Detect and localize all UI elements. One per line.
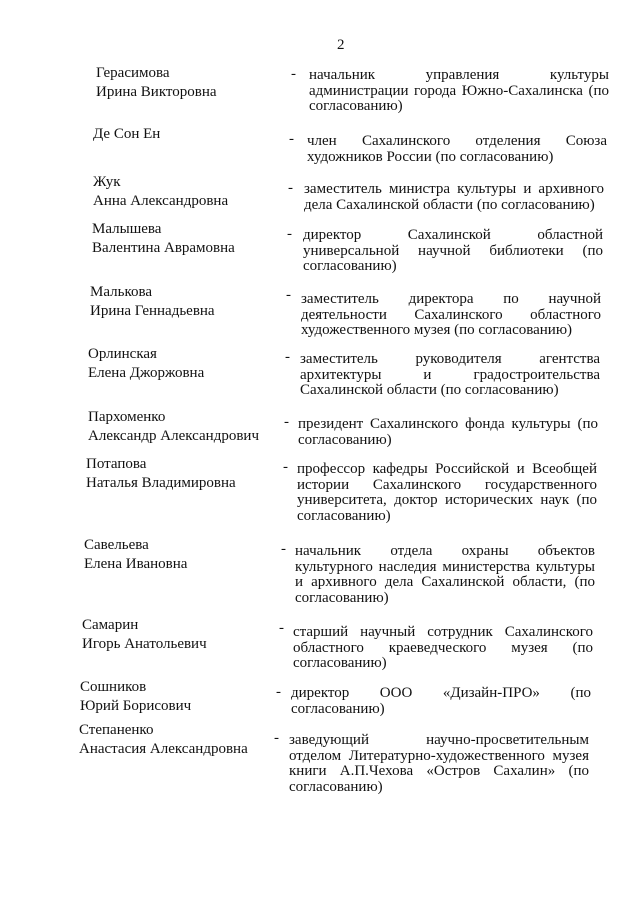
member-name	[82, 616, 272, 654]
member-entry	[0, 220, 640, 290]
member-given-name: Ирина Геннадьевна	[90, 303, 215, 319]
member-entry	[0, 283, 640, 353]
dash-separator: -	[286, 287, 291, 303]
member-position: заместитель министра культуры и архивного дела Сахалинской области (по согласованию)	[304, 181, 604, 213]
member-entry	[0, 616, 640, 686]
member-surname: Потапова	[86, 456, 147, 472]
member-position: заместитель директора по научной деятельности Сахалинского областного художественного музея (по согласованию)	[301, 291, 601, 338]
dash-separator: -	[285, 349, 290, 365]
member-name	[88, 408, 278, 446]
member-entry	[0, 64, 640, 134]
dash-separator: -	[289, 131, 294, 147]
member-given-name: Александр Александрович	[88, 428, 259, 444]
member-given-name: Валентина Аврамовна	[92, 240, 235, 256]
member-surname: Савельева	[84, 537, 149, 553]
member-position: профессор кафедры Российской и Всеобщей истории Сахалинского государственного университета, доктор исторических наук (по согласованию)	[297, 461, 597, 524]
dash-separator: -	[291, 66, 296, 82]
member-given-name: Юрий Борисович	[80, 698, 192, 714]
member-surname: Сошников	[80, 679, 147, 695]
member-surname: Жук	[93, 174, 121, 190]
dash-separator: -	[279, 620, 284, 636]
member-surname: Пархоменко	[88, 409, 166, 425]
member-name	[79, 721, 269, 759]
member-surname: Герасимова	[96, 65, 170, 81]
member-position: президент Сахалинского фонда культуры (по согласованию)	[298, 416, 598, 448]
member-surname: Малькова	[90, 284, 153, 300]
member-position: член Сахалинского отделения Союза художников России (по согласованию)	[307, 133, 607, 165]
member-surname: Орлинская	[88, 346, 157, 362]
dash-separator: -	[281, 541, 286, 557]
dash-separator: -	[288, 180, 293, 196]
member-given-name: Анастасия Александровна	[79, 741, 248, 757]
member-entry	[0, 536, 640, 606]
member-name	[80, 678, 270, 716]
member-name	[88, 345, 278, 383]
dash-separator: -	[287, 226, 292, 242]
dash-separator: -	[276, 684, 281, 700]
member-position: директор Сахалинской областной универсальной научной библиотеки (по согласованию)	[303, 227, 603, 274]
member-given-name: Игорь Анатольевич	[82, 636, 207, 652]
member-name	[90, 283, 280, 321]
member-given-name: Анна Александровна	[93, 193, 229, 209]
member-given-name: Елена Джоржовна	[88, 365, 205, 381]
member-name	[93, 125, 283, 144]
member-position: директор ООО «Дизайн-ПРО» (по согласованию)	[291, 685, 591, 717]
member-entry	[0, 345, 640, 415]
dash-separator: -	[284, 414, 289, 430]
member-surname: Малышева	[92, 221, 162, 237]
member-position: начальник управления культуры администрации города Южно-Сахалинска (по согласованию)	[309, 67, 609, 114]
dash-separator: -	[283, 459, 288, 475]
member-name	[96, 64, 286, 102]
member-surname: Самарин	[82, 617, 139, 633]
member-name	[92, 220, 282, 258]
member-entry	[0, 721, 640, 795]
page-number: 2	[337, 37, 345, 53]
member-name	[93, 173, 283, 211]
member-given-name: Наталья Владимировна	[86, 475, 236, 491]
member-given-name: Елена Ивановна	[84, 556, 188, 572]
member-name	[84, 536, 274, 574]
member-position: старший научный сотрудник Сахалинского областного краеведческого музея (по согласованию)	[293, 624, 593, 671]
member-entry	[0, 455, 640, 525]
member-position: заведующий научно-просветительным отделом Литературно-художественного музея книги А.П.Чехова «Остров Сахалин» (по согласованию)	[289, 732, 589, 795]
member-surname: Де Сон Ен	[93, 126, 161, 142]
member-name	[86, 455, 276, 493]
member-position: начальник отдела охраны объектов культурного наследия министерства культуры и архивного дела Сахалинской области, (по согласованию)	[295, 543, 595, 606]
member-surname: Степаненко	[79, 722, 154, 738]
dash-separator: -	[274, 730, 279, 746]
member-position: заместитель руководителя агентства архитектуры и градостроительства Сахалинской области (по согласованию)	[300, 351, 600, 398]
member-given-name: Ирина Викторовна	[96, 84, 217, 100]
